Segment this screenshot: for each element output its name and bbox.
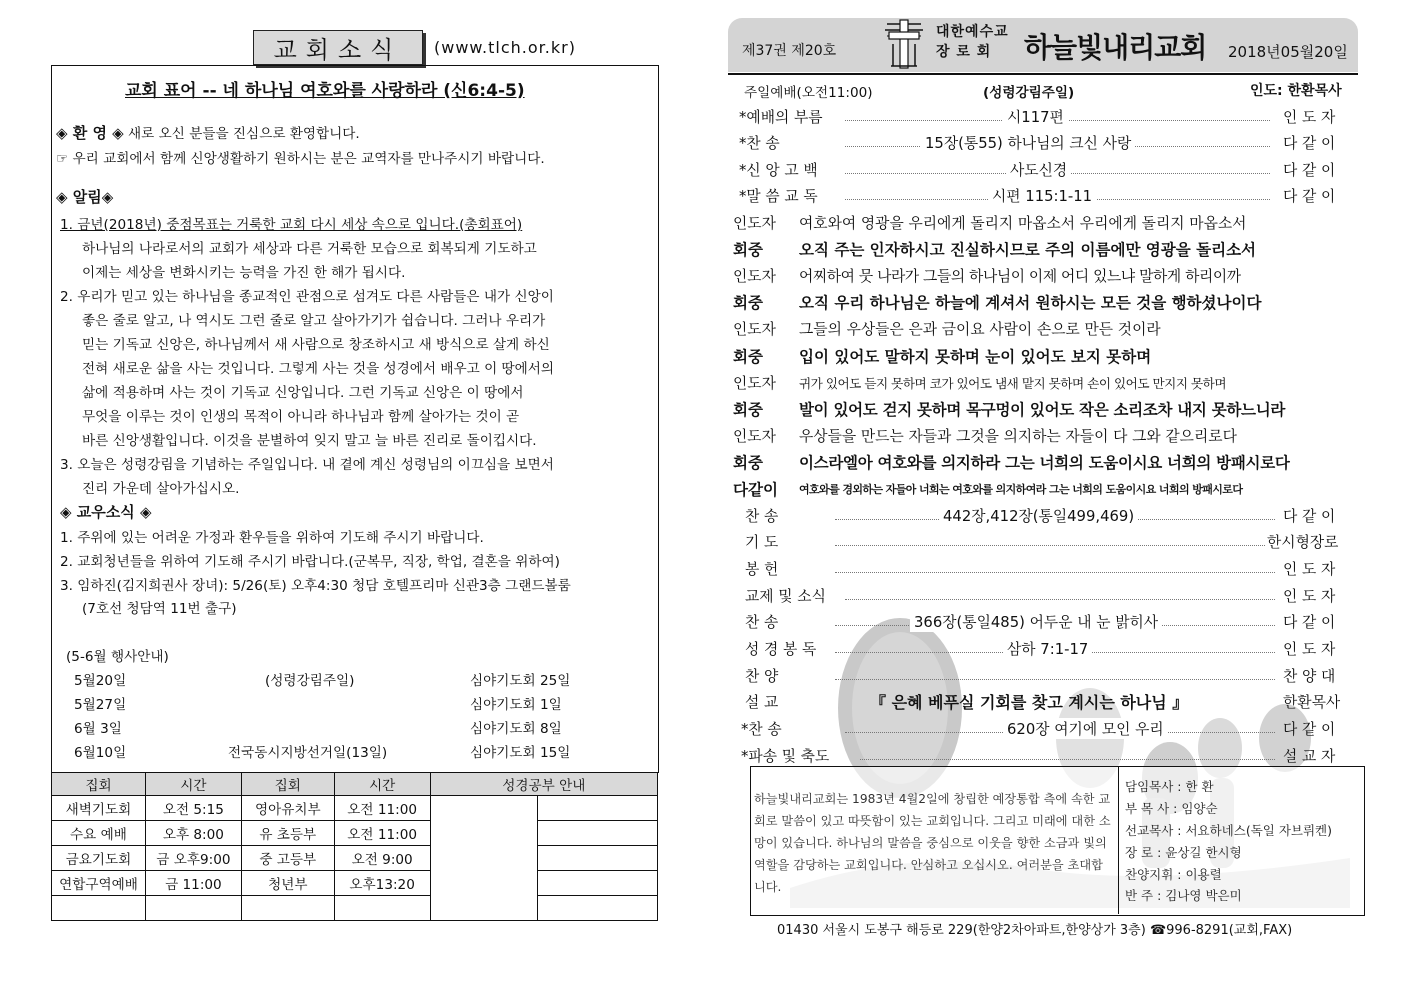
- welcome-heading: ◈ 환 영 ◈: [56, 124, 124, 142]
- event-prayer: 심야기도회 8일: [470, 721, 562, 737]
- table-row: [52, 871, 658, 896]
- leader-dots: [860, 759, 1275, 760]
- order-content: 시편 115:1-11: [988, 185, 1096, 206]
- staff-entry: 부 목 사 : 임양순: [1125, 801, 1218, 816]
- divider: [728, 73, 1358, 75]
- column-header: 시간: [145, 773, 241, 796]
- church-address: 01430 서울시 도봉구 해등로 229(한양2차아파트,한양상가 3층) ☎996-8291(교회,FAX): [777, 923, 1293, 938]
- event-prayer: 심야기도회 25일: [470, 673, 571, 689]
- staff-entry: 담임목사 : 한 환: [1125, 779, 1214, 794]
- reading-text: 오직 주는 인자하시고 진실하시므로 주의 이름에만 영광을 돌리소서: [799, 241, 1257, 259]
- table-cell: 금 11:00: [145, 871, 241, 896]
- reading-speaker: 회중: [733, 294, 763, 312]
- event-name: (성령강림주일): [265, 673, 355, 689]
- table-cell: 연합구역예배: [52, 871, 146, 896]
- notice-item: 2. 우리가 믿고 있는 하나님을 종교적인 관점으로 섬겨도 다른 사람들은 내가 신앙이: [60, 289, 554, 305]
- bible-study-cell: [538, 896, 658, 921]
- order-item: 설 교: [745, 694, 779, 711]
- order-item: 성 경 봉 독: [745, 641, 817, 658]
- order-by: 인 도 자: [1283, 561, 1336, 578]
- table-cell: 오후13:20: [334, 871, 430, 896]
- order-item: *말 씀 교 독: [739, 188, 818, 205]
- event-name: 전국동시지방선거일(13일): [228, 745, 388, 761]
- order-item: 찬 송: [745, 614, 779, 631]
- staff-entry: 찬양지휘 : 이용렬: [1125, 867, 1222, 882]
- church-name: 하늘빛내리교회: [1024, 31, 1207, 64]
- event-prayer: 심야기도회 1일: [470, 697, 562, 713]
- bible-study-cell: [538, 846, 658, 871]
- leader-dots: [835, 572, 1275, 573]
- reading-speaker: 인도자: [733, 375, 776, 392]
- events-heading: (5-6월 행사안내): [66, 649, 169, 665]
- order-item: 찬 양: [745, 668, 779, 685]
- table-cell: 오전 11:00: [334, 821, 430, 846]
- order-content: 620장 여기에 모인 우리: [1003, 718, 1168, 739]
- table-cell: [334, 896, 430, 921]
- member-news-item: 2. 교회청년들을 위하여 기도해 주시기 바랍니다.(군복무, 직장, 학업, 결혼을 위하여): [60, 554, 560, 570]
- leader-dots: [835, 679, 1275, 680]
- bible-study-cell: [538, 871, 658, 896]
- reading-text: 이스라엘아 여호와를 의지하라 그는 너희의 도움이시요 너희의 방패시로다: [799, 454, 1290, 472]
- meeting-schedule-table: [51, 772, 658, 921]
- order-by: 한환목사: [1283, 694, 1341, 711]
- table-cell: 오전 11:00: [334, 796, 430, 821]
- reading-speaker: 인도자: [733, 215, 776, 232]
- event-prayer: 심야기도회 15일: [470, 745, 571, 761]
- denomination-line: 장 로 회: [936, 44, 992, 60]
- order-by: 다 같 이: [1283, 721, 1336, 738]
- member-news-item: 3. 임하진(김지희권사 장녀): 5/26(토) 오후4:30 청담 호텔프리마 신관3층 그랜드볼룸: [60, 578, 571, 594]
- table-cell: 금 오후9:00: [145, 846, 241, 871]
- member-news-item: (7호선 청담역 11번 출구): [82, 601, 237, 617]
- table-row: [52, 821, 658, 846]
- reading-text: 어찌하여 뭇 나라가 그들의 하나님이 이제 어디 있느냐 말하게 하리이까: [799, 268, 1241, 285]
- order-content: 삼하 7:1-17: [1003, 638, 1092, 659]
- table-cell: 유 초등부: [241, 821, 334, 846]
- service-leader: 인도: 한환목사: [1250, 83, 1342, 99]
- reading-speaker: 회중: [733, 401, 763, 419]
- reading-text: 그들의 우상들은 은과 금이요 사람이 손으로 만든 것이라: [799, 321, 1161, 338]
- order-item: *파송 및 축도: [741, 748, 830, 765]
- website-url[interactable]: (www.tlch.or.kr): [434, 38, 576, 57]
- church-cross-logo: [883, 18, 925, 70]
- welcome-text: 새로 오신 분들을 진심으로 환영합니다.: [128, 126, 360, 142]
- sermon-title: 『 은혜 베푸실 기회를 찾고 계시는 하나님 』: [870, 693, 1189, 712]
- order-by: 다 같 이: [1283, 135, 1336, 152]
- column-header: 집회: [241, 773, 334, 796]
- reading-speaker: 다같이: [733, 481, 778, 499]
- leader-dots: [835, 545, 1265, 546]
- table-cell: 영아유치부: [241, 796, 334, 821]
- order-by: 다 같 이: [1283, 188, 1336, 205]
- order-item: 봉 헌: [745, 561, 779, 578]
- table-cell: 오전 9:00: [334, 846, 430, 871]
- reading-text: 여호와를 경외하는 자들아 너희는 여호와를 의지하여라 그는 너희의 도움이시요 너희의 방패시로다: [799, 483, 1243, 496]
- order-by: 인 도 자: [1283, 588, 1336, 605]
- notice-item: 전혀 새로운 삶을 사는 것입니다. 그렇게 사는 것을 성경에서 배우고 이 땅에서의: [82, 361, 555, 377]
- order-item: *신 앙 고 백: [739, 162, 818, 179]
- order-item: 기 도: [745, 534, 779, 551]
- news-title: 교회소식: [273, 36, 403, 64]
- order-by: 다 같 이: [1283, 508, 1336, 525]
- notice-item: 하나님의 나라로서의 교회가 세상과 다른 거룩한 모습으로 회복되게 기도하고: [82, 241, 537, 257]
- publication-date: 2018년05월20일: [1228, 43, 1348, 61]
- reading-speaker: 회중: [733, 454, 763, 472]
- bible-study-cell: [538, 796, 658, 821]
- notice-item: 3. 오늘은 성령강림을 기념하는 주일입니다. 내 곁에 계신 성령님의 이끄심을 보면서: [60, 457, 554, 473]
- notice-item: 이제는 세상을 변화시키는 능력을 가진 한 해가 됩시다.: [82, 265, 406, 281]
- reading-speaker: 인도자: [733, 428, 776, 445]
- welcome-note: ☞ 우리 교회에서 함께 신앙생활하기 원하시는 분은 교역자를 만나주시기 바랍니다.: [56, 151, 545, 167]
- leader-dots: [845, 599, 1275, 600]
- order-item: 교제 및 소식: [745, 588, 826, 605]
- divider: [1118, 767, 1119, 914]
- table-cell: [52, 896, 146, 921]
- member-news-heading: ◈ 교우소식 ◈: [60, 503, 152, 521]
- table-header-row: [52, 773, 658, 796]
- order-content: 366장(통일485) 어두운 내 눈 밝히사: [910, 611, 1162, 632]
- order-by: 인 도 자: [1283, 641, 1336, 658]
- order-item: *예배의 부름: [739, 109, 823, 126]
- news-title-box: [253, 30, 423, 65]
- event-date: 5월27일: [74, 697, 127, 713]
- staff-entry: 선교목사 : 서요하네스(독일 자브뤼켄): [1125, 823, 1333, 838]
- church-motto: 교회 표어 -- 네 하나님 여호와를 사랑하라 (신6:4-5): [125, 81, 525, 101]
- order-by: 한시형장로: [1267, 534, 1339, 551]
- order-by: 설 교 자: [1283, 748, 1336, 765]
- reading-text: 우상들을 만드는 자들과 그것을 의지하는 자들이 다 그와 같으리로다: [799, 428, 1237, 445]
- event-date: 6월 3일: [74, 721, 122, 737]
- column-header: 집회: [52, 773, 146, 796]
- table-cell: 오후 8:00: [145, 821, 241, 846]
- staff-entry: 장 로 : 윤상길 한시형: [1125, 845, 1242, 860]
- notice-item: 믿는 기독교 신앙은, 하나님께서 새 사람으로 창조하시고 새 방식으로 살게 하신: [82, 337, 550, 353]
- column-header: 성경공부 안내: [430, 773, 657, 796]
- reading-text: 발이 있어도 걷지 못하며 목구멍이 있어도 작은 소리조차 내지 못하느니라: [799, 401, 1286, 419]
- table-cell: [241, 896, 334, 921]
- service-occasion: (성령강림주일): [983, 85, 1075, 101]
- reading-text: 귀가 있어도 듣지 못하며 코가 있어도 냄새 맡지 못하며 손이 있어도 만지지 못하며: [799, 376, 1227, 391]
- reading-text: 오직 우리 하나님은 하늘에 계셔서 원하시는 모든 것을 행하셨나이다: [799, 294, 1262, 312]
- order-item: *찬 송: [739, 135, 780, 152]
- welcome-section: [56, 122, 360, 143]
- order-item: 찬 송: [745, 508, 779, 525]
- table-cell: 새벽기도회: [52, 796, 146, 821]
- notice-item: 좋은 줄로 알고, 나 역시도 그런 줄로 알고 살아가기가 쉽습니다. 그러나 우리가: [82, 313, 546, 329]
- event-date: 5월20일: [74, 673, 127, 689]
- table-cell: 수요 예배: [52, 821, 146, 846]
- bible-study-cell: [430, 796, 538, 921]
- church-introduction: 하늘빛내리교회는 1983년 4월2일에 창립한 예장통합 측에 속한 교회로 말씀이 있고 따뜻함이 있는 교회입니다. 그리고 미래에 대한 소망이 있습니다. 하나님의 말씀을 중심으로 이웃을 향한 소금과 빛의 역할을 감당하는 교회입니다. 안심하고 오십시오. 여러분을 초대합니다.: [754, 792, 1111, 894]
- table-cell: [145, 896, 241, 921]
- reading-speaker: 회중: [733, 241, 763, 259]
- issue-number: 제37권 제20호: [742, 43, 837, 59]
- order-content: 시117편: [1003, 106, 1068, 127]
- order-by: 인 도 자: [1283, 109, 1336, 126]
- reading-speaker: 회중: [733, 348, 763, 366]
- denomination-line: 대한예수교: [936, 24, 1009, 40]
- table-cell: 청년부: [241, 871, 334, 896]
- table-row: [52, 896, 658, 921]
- denomination: [936, 22, 1009, 62]
- table-row: [52, 846, 658, 871]
- order-by: 다 같 이: [1283, 614, 1336, 631]
- bible-study-cell: [538, 821, 658, 846]
- table-cell: 오전 5:15: [145, 796, 241, 821]
- notice-item: 바른 신앙생활입니다. 이것을 분별하여 잊지 말고 늘 바른 진리로 돌이킵시다.: [82, 433, 537, 449]
- reading-speaker: 인도자: [733, 321, 776, 338]
- event-date: 6월10일: [74, 745, 127, 761]
- notice-heading: ◈ 알림◈: [56, 188, 114, 206]
- order-by: 찬 양 대: [1283, 668, 1336, 685]
- notice-item: 무엇을 이루는 것이 인생의 목적이 아니라 하나님과 함께 살아가는 것이 곧: [82, 409, 520, 425]
- staff-entry: 반 주 : 김나영 박은미: [1125, 888, 1242, 903]
- order-by: 다 같 이: [1283, 162, 1336, 179]
- notice-item: 1. 금년(2018년) 중점목표는 거룩한 교회 다시 세상 속으로 입니다.(총회표어): [60, 217, 523, 233]
- table-cell: 중 고등부: [241, 846, 334, 871]
- member-news-item: 1. 주위에 있는 어려운 가정과 환우들을 위하여 기도해 주시기 바랍니다.: [60, 530, 484, 546]
- reading-speaker: 인도자: [733, 268, 776, 285]
- reading-text: 여호와여 영광을 우리에게 돌리지 마옵소서 우리에게 돌리지 마옵소서: [799, 215, 1247, 232]
- order-content: 15장(통55) 하나님의 크신 사랑: [921, 132, 1135, 153]
- reading-text: 입이 있어도 말하지 못하며 눈이 있어도 보지 못하며: [799, 348, 1152, 366]
- order-item: *찬 송: [741, 721, 782, 738]
- notice-item: 삶에 적용하며 사는 것이 기독교 신앙입니다. 그런 기독교 신앙은 이 땅에서: [82, 385, 524, 401]
- notice-item: 진리 가운데 살아가십시오.: [82, 481, 240, 497]
- table-cell: 금요기도회: [52, 846, 146, 871]
- order-content: 442장,412장(통일499,469): [939, 505, 1138, 526]
- table-row: [52, 796, 658, 821]
- service-time: 주일예배(오전11:00): [744, 85, 873, 101]
- order-content: 사도신경: [1006, 159, 1071, 180]
- column-header: 시간: [334, 773, 430, 796]
